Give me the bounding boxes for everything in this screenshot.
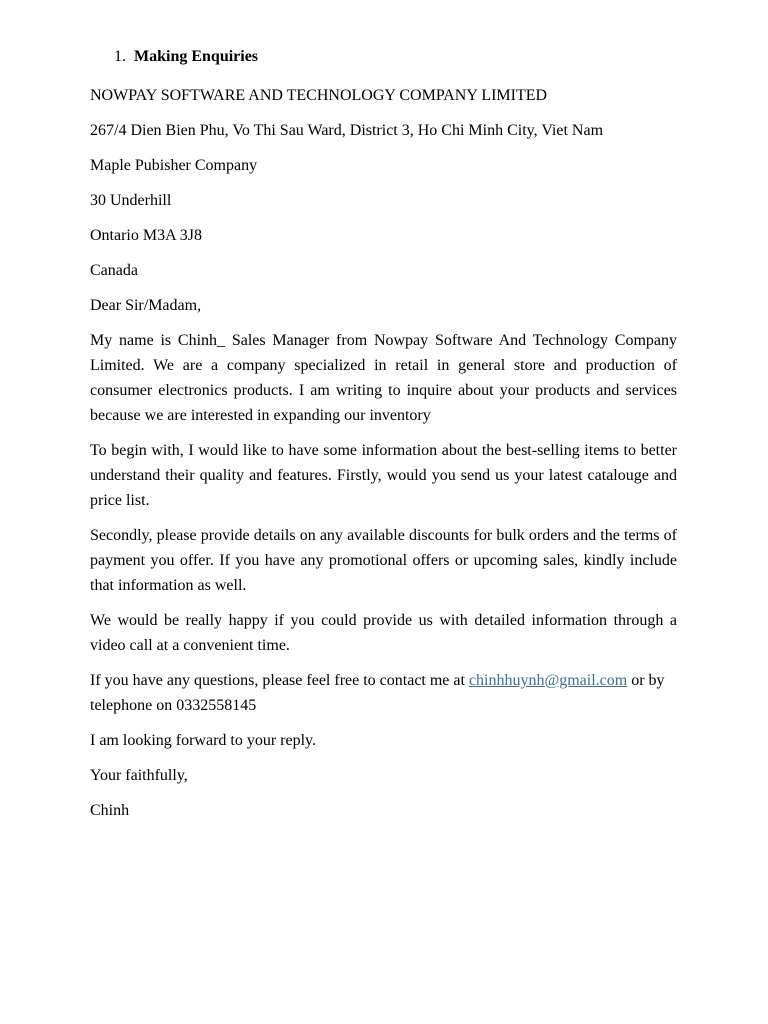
- section-heading: [90, 44, 677, 69]
- recipient-city: Ontario M3A 3J8: [90, 227, 202, 244]
- sender-company: NOWPAY SOFTWARE AND TECHNOLOGY COMPANY LIMITED: [90, 87, 548, 104]
- contact-text-after: or by telephone on 0332558145: [90, 672, 665, 714]
- recipient-company: Maple Pubisher Company: [90, 157, 258, 174]
- email-link[interactable]: chinhhuynh@gmail.com: [468, 672, 628, 689]
- body-paragraph-info-request: To begin with, I would like to have some information about the best-selling items to better understand their quality and features. Firstly, would you send us your latest catalouge and price list.: [90, 442, 677, 509]
- sender-address: 267/4 Dien Bien Phu, Vo Thi Sau Ward, District 3, Ho Chi Minh City, Viet Nam: [90, 122, 604, 139]
- closing-line: I am looking forward to your reply.: [90, 732, 317, 749]
- letter-body: [90, 44, 677, 833]
- salutation: Dear Sir/Madam,: [90, 297, 202, 314]
- recipient-street: 30 Underhill: [90, 192, 172, 209]
- body-paragraph-discounts: Secondly, please provide details on any available discounts for bulk orders and the terms of payment you offer. If you have any promotional offers or upcoming sales, kindly include that information as well.: [90, 527, 677, 594]
- signoff: Your faithfully,: [90, 767, 188, 784]
- heading-title: Making Enquiries: [134, 48, 259, 65]
- list-number: 1.: [114, 48, 126, 65]
- body-paragraph-video-call: We would be really happy if you could provide us with detailed information through a video call at a convenient time.: [90, 612, 677, 654]
- contact-text-before: If you have any questions, please feel free to contact me at: [90, 672, 469, 689]
- signature: Chinh: [90, 802, 130, 819]
- body-paragraph-contact: [90, 668, 677, 718]
- body-paragraph-intro: My name is Chinh_ Sales Manager from Nowpay Software And Technology Company Limited. We are a company specialized in retail in general store and production of consumer electronics products. I am writing to inquire about your products and services because we are interested in expanding our inventory: [90, 332, 677, 424]
- recipient-country: Canada: [90, 262, 138, 279]
